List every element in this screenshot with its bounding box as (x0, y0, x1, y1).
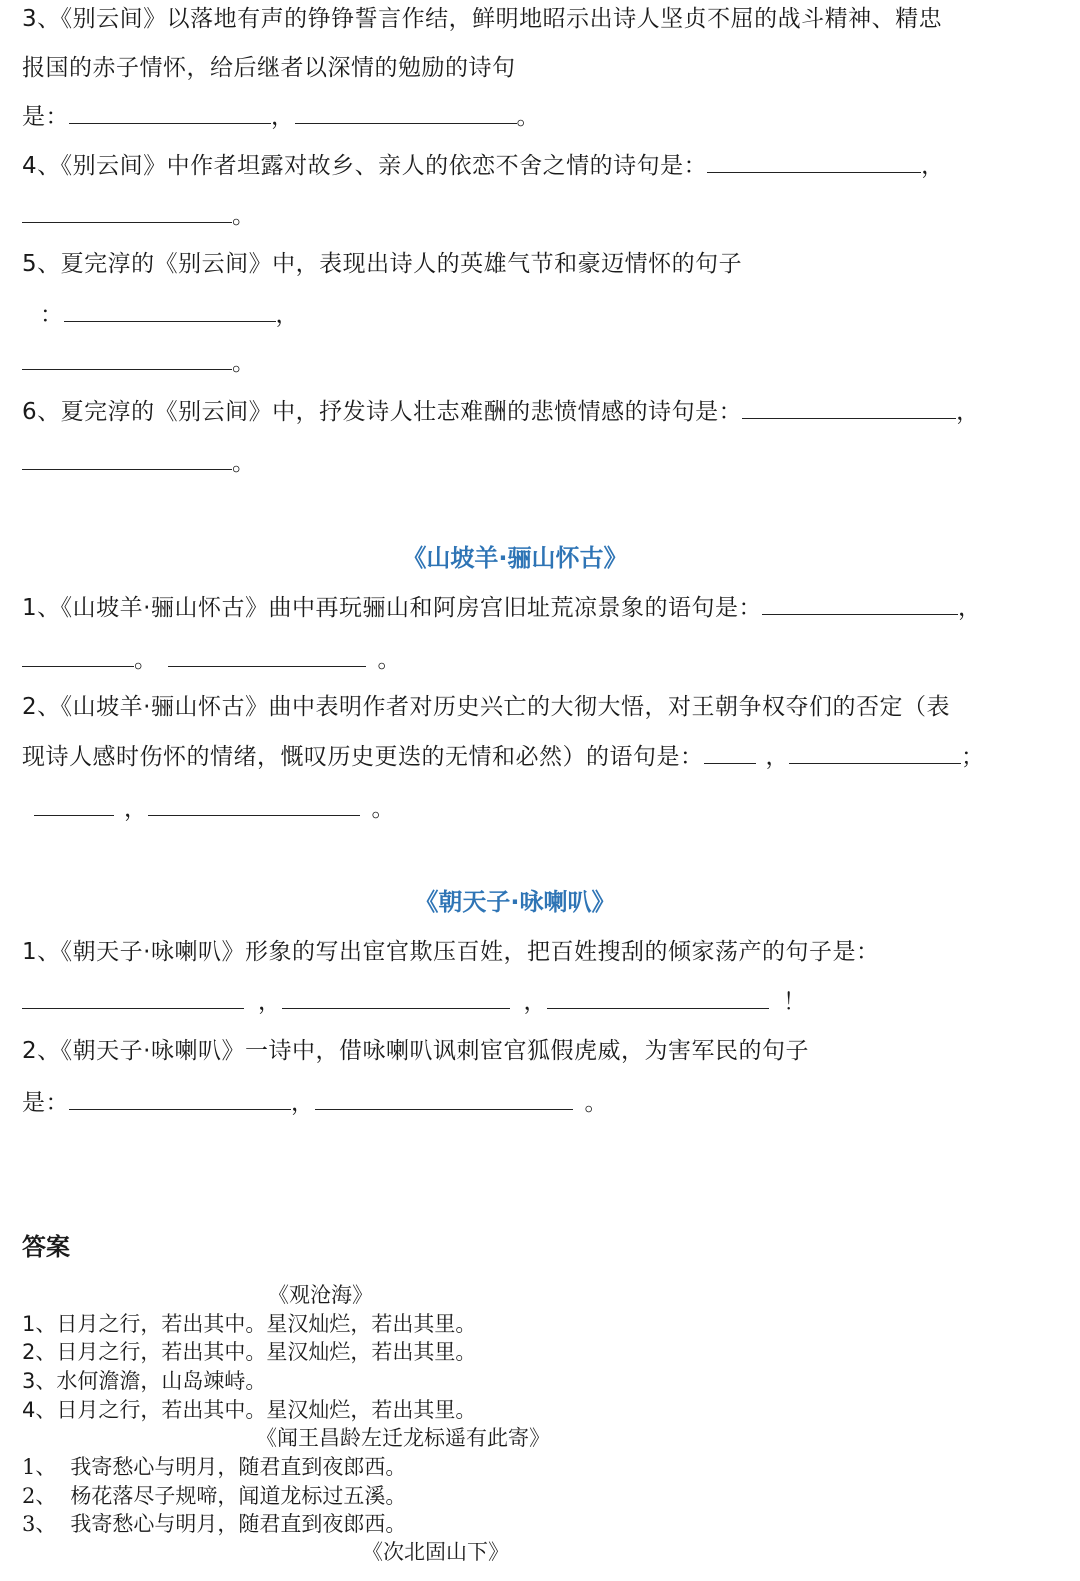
bieyunjian-q3-line1: 3、《别云间》以落地有声的铮铮誓言作结，鲜明地昭示出诗人坚贞不屈的战斗精神、精忠 (22, 6, 943, 32)
chaotianzi-q1-line: 1、《朝天子·咏喇叭》形象的写出宦官欺压百姓，把百姓搜刮的倾家荡产的句子是： (22, 939, 880, 965)
comma: ， (258, 989, 282, 1015)
bieyunjian-q4-line2 (22, 199, 1040, 233)
exclaim: ！ (783, 989, 807, 1015)
spy-q1-blank-2[interactable] (22, 644, 134, 667)
comma: ， (271, 104, 295, 130)
q4-blank-1[interactable] (707, 150, 921, 173)
q5-blank-1[interactable] (64, 299, 276, 322)
q5-blank-2[interactable] (22, 347, 232, 370)
period: 。 (134, 647, 158, 673)
answer-text: 我寄愁心与明月，随君直到夜郎西。 (70, 1512, 407, 1536)
comma: ， (957, 595, 982, 621)
q3-prefix: 是： (22, 104, 69, 130)
bieyunjian-q4-line (22, 149, 1040, 183)
chaotianzi-q2-line: 2、《朝天子·咏喇叭》一诗中，借咏喇叭讽刺宦官狐假虎威，为害军民的句子 (22, 1038, 809, 1064)
answer-num: 3、 (22, 1512, 57, 1536)
comma: ， (765, 744, 789, 770)
bieyunjian-q6-line2 (22, 446, 1040, 480)
bieyunjian-q6-line (22, 395, 1040, 429)
answer-item (22, 1510, 406, 1538)
chaotianzi-q2-answer-line (22, 1086, 1040, 1120)
shanpoyang-q1-line2 (22, 643, 1040, 677)
comma: ， (921, 153, 945, 179)
semicolon: ； (961, 744, 985, 770)
answers-cibeigu-title: 《次北固山下》 (362, 1540, 509, 1564)
spy-q1-blank-3[interactable] (168, 644, 366, 667)
answers-title: 答案 (22, 1233, 70, 1261)
answers-wenwang-title: 《闻王昌龄左迁龙标遥有此寄》 (256, 1426, 550, 1450)
chaotianzi-q1-answer-line (22, 985, 1040, 1019)
period: 。 (232, 350, 256, 376)
answer-item: 4、日月之行，若出其中。星汉灿烂，若出其里。 (22, 1398, 477, 1422)
period: 。 (377, 647, 401, 673)
q5-prefix: ： (40, 302, 64, 328)
answer-item: 1、日月之行，若出其中。星汉灿烂，若出其里。 (22, 1312, 477, 1336)
q2-text: 现诗人感时伤怀的情绪，慨叹历史更迭的无情和必然）的语句是： (22, 744, 704, 770)
shanpoyang-q2-line1: 2、《山坡羊·骊山怀古》曲中表明作者对历史兴亡的大彻大悟，对王朝争权夺们的否定（表 (22, 694, 950, 720)
answer-text: 我寄愁心与明月，随君直到夜郎西。 (70, 1455, 407, 1479)
spy-q2-blank-2[interactable] (789, 741, 961, 764)
comma: ， (275, 302, 299, 328)
spy-q2-blank-3[interactable] (34, 793, 114, 816)
shanpoyang-q1-line (22, 591, 1040, 625)
ctz-q1-blank-1[interactable] (22, 986, 244, 1009)
ctz-q2-blank-2[interactable] (315, 1087, 573, 1110)
q6-blank-1[interactable] (742, 396, 956, 419)
answer-num: 1、 (22, 1455, 57, 1479)
q4-blank-2[interactable] (22, 200, 232, 223)
period: 。 (371, 796, 395, 822)
q3-blank-1[interactable] (69, 101, 271, 124)
shanpoyang-heading: 《山坡羊·骊山怀古》 (402, 544, 628, 572)
spy-q1-blank-1[interactable] (762, 592, 958, 615)
answer-item (22, 1453, 406, 1481)
spy-q2-blank-1[interactable] (704, 741, 756, 764)
period: 。 (232, 203, 256, 229)
q1-text: 1、《山坡羊·骊山怀古》曲中再玩骊山和阿房宫旧址荒凉景象的语句是： (22, 595, 762, 621)
answer-num: 2、 (22, 1484, 57, 1508)
period: 。 (232, 450, 256, 476)
shanpoyang-q2-line2 (22, 740, 1040, 774)
answer-item: 2、日月之行，若出其中。星汉灿烂，若出其里。 (22, 1340, 477, 1364)
q2-prefix: 是： (22, 1090, 69, 1116)
ctz-q1-blank-3[interactable] (547, 986, 769, 1009)
bieyunjian-q3-answer-line (22, 100, 1040, 134)
chaotianzi-heading: 《朝天子·咏喇叭》 (414, 888, 616, 916)
period: 。 (584, 1090, 608, 1116)
answer-text: 杨花落尽子规啼，闻道龙标过五溪。 (70, 1484, 407, 1508)
ctz-q1-blank-2[interactable] (282, 986, 510, 1009)
bieyunjian-q3-line2: 报国的赤子情怀，给后继者以深情的勉励的诗句 (22, 55, 516, 81)
comma: ， (124, 796, 148, 822)
q3-blank-2[interactable] (295, 101, 517, 124)
answers-guancanghai-title: 《观沧海》 (268, 1283, 373, 1307)
answer-item (22, 1482, 406, 1510)
comma: ， (291, 1090, 315, 1116)
bieyunjian-q5-line3 (22, 346, 1040, 380)
bieyunjian-q5-line: 5、夏完淳的《别云间》中，表现出诗人的英雄气节和豪迈情怀的句子 (22, 251, 743, 277)
spy-q2-blank-4[interactable] (148, 793, 360, 816)
q4-text: 4、《别云间》中作者坦露对故乡、亲人的依恋不舍之情的诗句是： (22, 153, 708, 179)
q6-blank-2[interactable] (22, 447, 232, 470)
answer-item: 3、水何澹澹，山岛竦峙。 (22, 1369, 267, 1393)
bieyunjian-q5-answer-line (40, 298, 1040, 332)
period: 。 (516, 104, 540, 130)
ctz-q2-blank-1[interactable] (69, 1087, 291, 1110)
comma: ， (956, 399, 980, 425)
comma: ， (523, 989, 547, 1015)
shanpoyang-q2-line3 (34, 792, 1040, 826)
q6-text: 6、夏完淳的《别云间》中，抒发诗人壮志难酬的悲愤情感的诗句是： (22, 399, 743, 425)
